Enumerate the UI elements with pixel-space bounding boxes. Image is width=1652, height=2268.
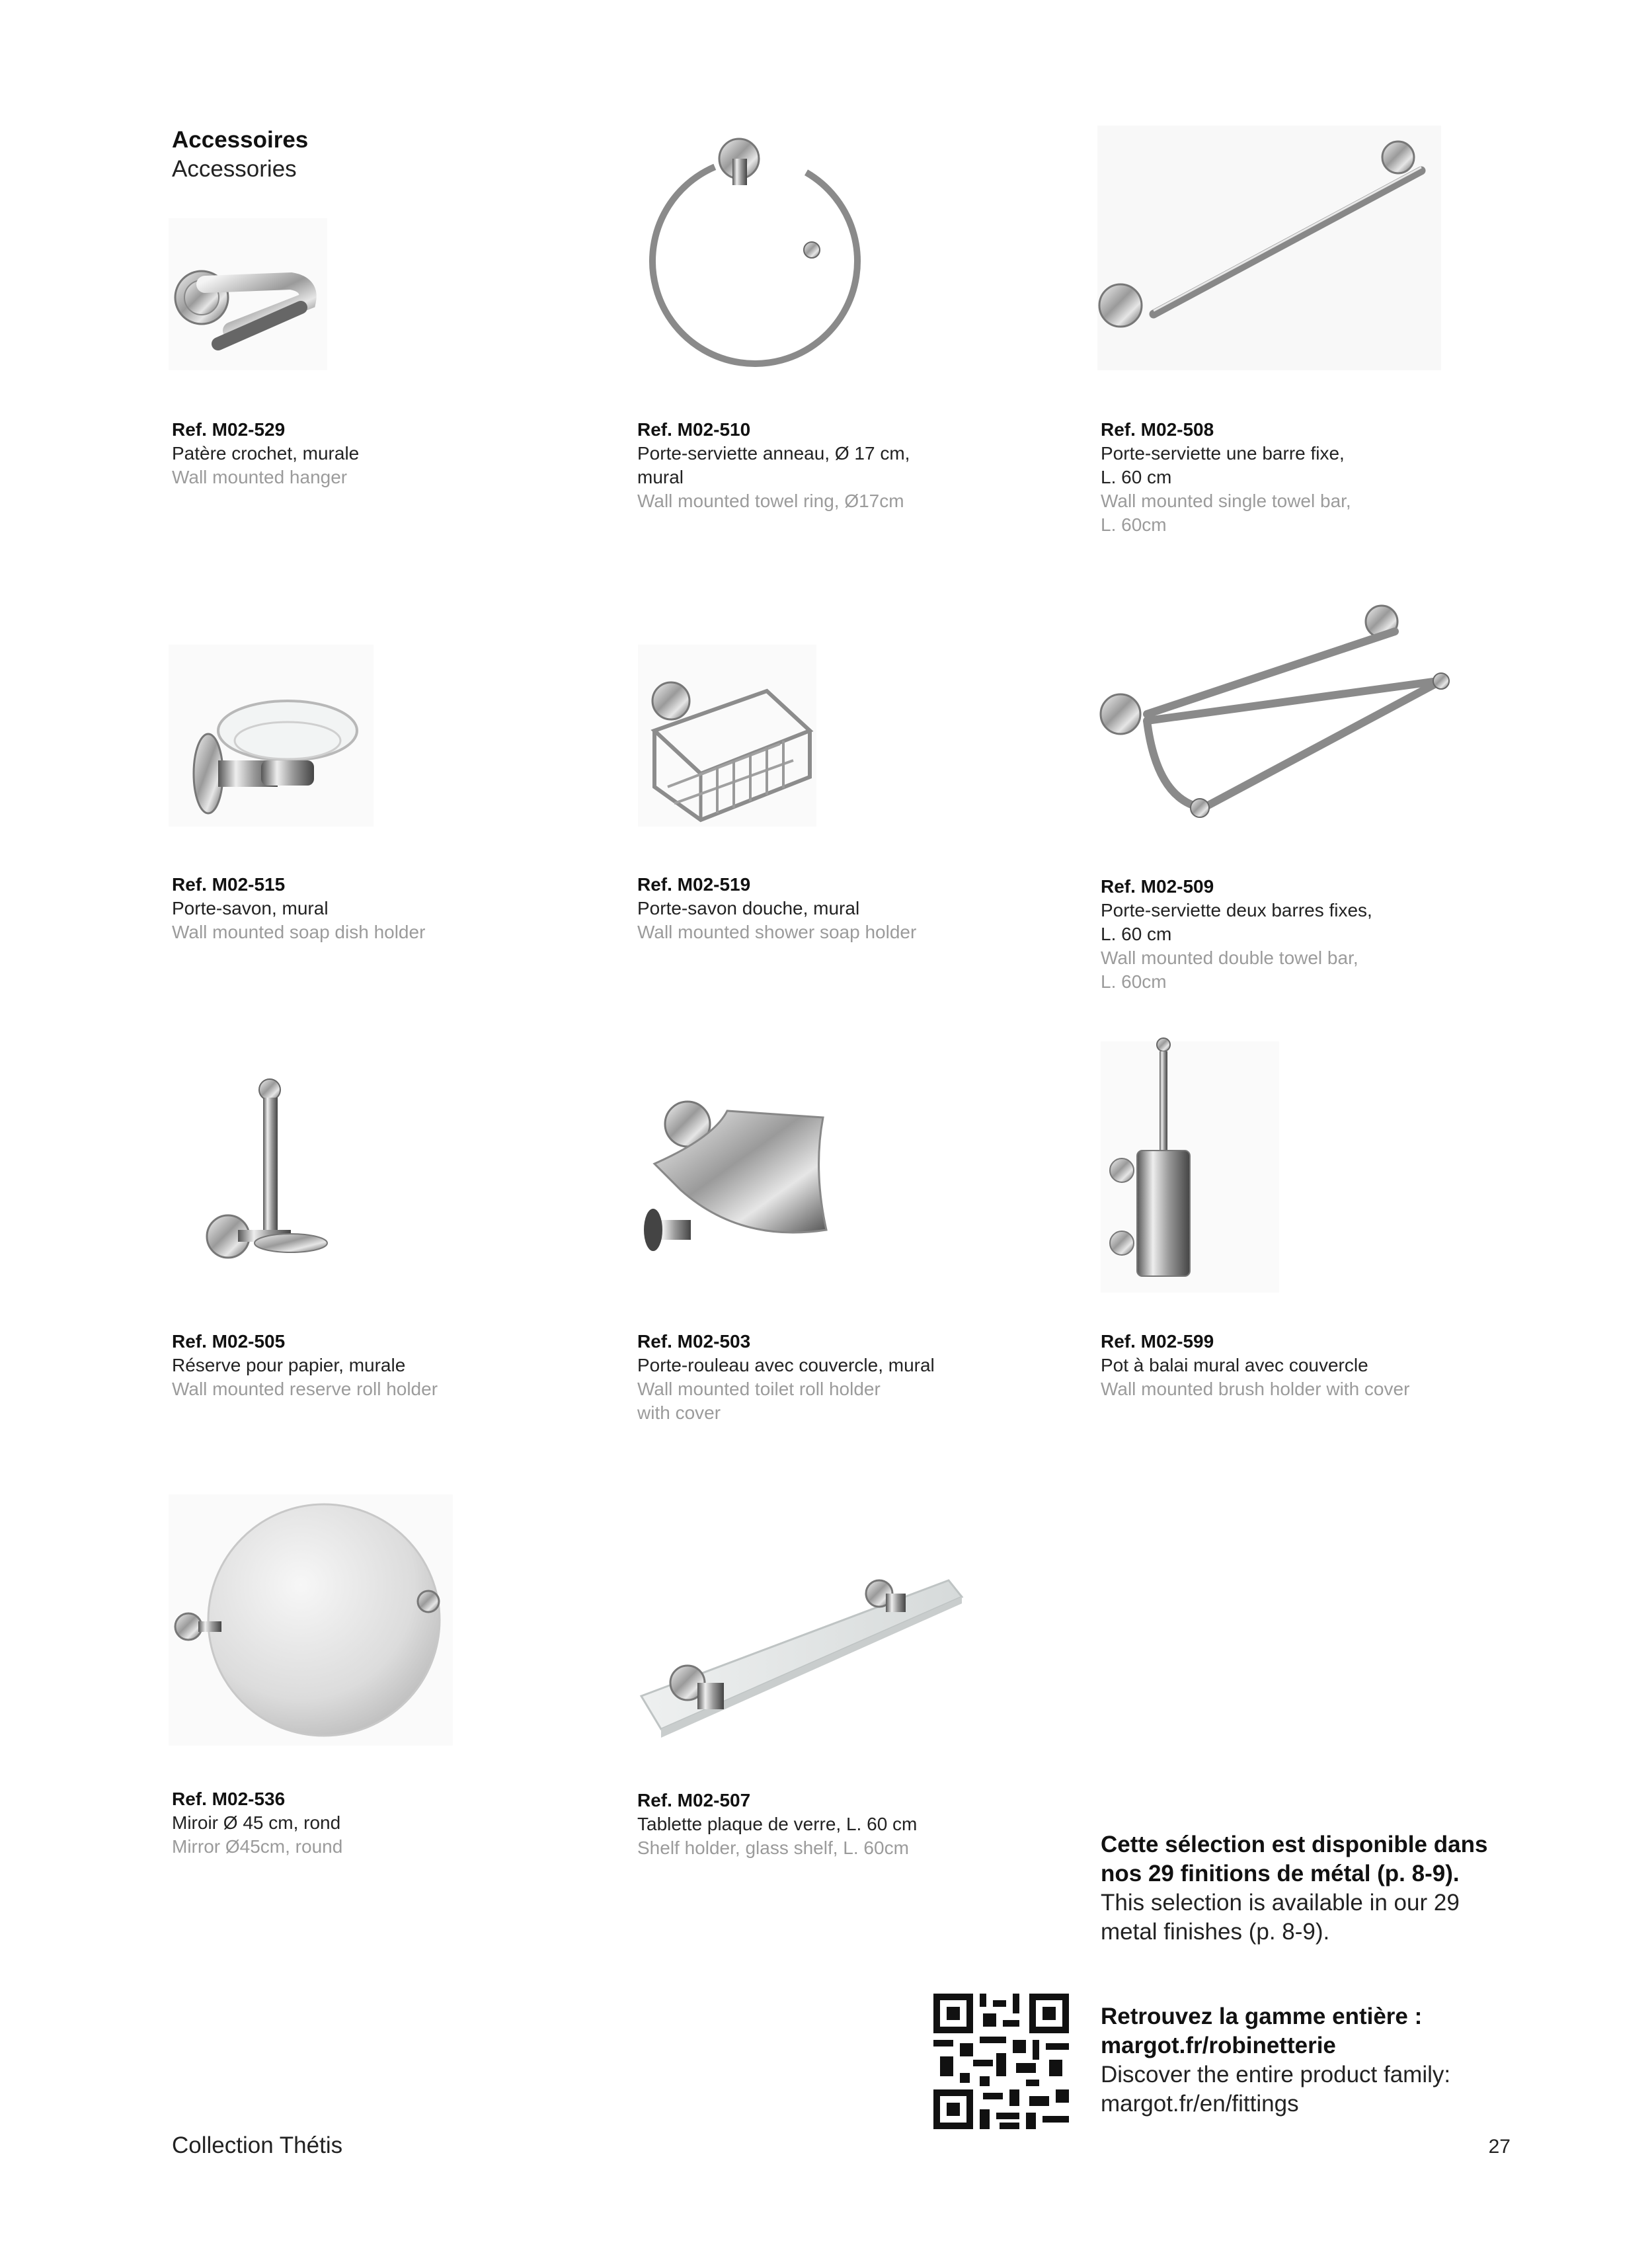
availability-fr-line: Cette sélection est disponible dans (1101, 1832, 1488, 1857)
range-fr-line: Retrouvez la gamme entière : (1101, 2004, 1423, 2029)
product-m02-503 (637, 1330, 1047, 1425)
single-towel-bar-icon (1097, 126, 1441, 370)
product-desc-fr: mural (637, 467, 684, 487)
double-towel-bar-icon (1101, 606, 1449, 817)
product-desc-en: Wall mounted double towel bar, (1101, 948, 1358, 968)
product-desc-fr: Porte-rouleau avec couvercle, mural (637, 1355, 935, 1375)
product-m02-529 (172, 418, 582, 489)
product-desc-en: Wall mounted single towel bar, (1101, 491, 1351, 511)
product-desc-en: with cover (637, 1402, 721, 1423)
section-title-fr: Accessoires (172, 127, 309, 153)
footer-collection: Collection Thétis (172, 2132, 343, 2158)
product-desc-fr: Tablette plaque de verre, L. 60 cm (637, 1814, 918, 1834)
product-desc-fr: Pot à balai mural avec couvercle (1101, 1355, 1368, 1375)
range-info (1101, 2002, 1616, 2119)
section-title-en: Accessories (172, 156, 297, 182)
soap-dish-icon (169, 645, 374, 827)
product-desc-en: Wall mounted brush holder with cover (1101, 1379, 1410, 1399)
availability-fr-line: nos 29 finitions de métal (p. 8-9). (1101, 1861, 1460, 1886)
towel-ring-icon (615, 121, 894, 401)
product-m02-509 (1101, 875, 1511, 994)
product-desc-en: Wall mounted towel ring, Ø17cm (637, 491, 904, 511)
product-desc-fr: Porte-serviette deux barres fixes, (1101, 900, 1372, 920)
product-desc-en: Wall mounted toilet roll holder (637, 1379, 881, 1399)
product-ref: Ref. M02-507 (637, 1790, 751, 1810)
hanger-icon (169, 218, 327, 370)
product-m02-515 (172, 873, 582, 944)
product-ref: Ref. M02-510 (637, 419, 751, 440)
product-desc-fr: Porte-serviette une barre fixe, (1101, 443, 1345, 464)
product-m02-507 (637, 1789, 1047, 1860)
product-m02-508 (1101, 418, 1511, 537)
product-desc-fr: L. 60 cm (1101, 467, 1172, 487)
qr-code-icon (933, 1994, 1069, 2129)
reserve-roll-holder-icon (207, 1079, 327, 1258)
product-ref: Ref. M02-536 (172, 1789, 286, 1809)
range-en-line: Discover the entire product family: (1101, 2062, 1451, 2087)
shower-soap-basket-icon (638, 645, 816, 827)
product-desc-fr: Miroir Ø 45 cm, rond (172, 1812, 341, 1833)
product-ref: Ref. M02-515 (172, 874, 286, 895)
product-desc-en: Wall mounted soap dish holder (172, 922, 426, 942)
toilet-roll-holder-icon (644, 1102, 826, 1251)
product-desc-fr: Porte-serviette anneau, Ø 17 cm, (637, 443, 910, 464)
product-m02-536 (172, 1787, 582, 1859)
availability-en-line: This selection is available in our 29 (1101, 1890, 1460, 1916)
glass-shelf-icon (641, 1580, 962, 1738)
product-desc-en: Wall mounted shower soap holder (637, 922, 917, 942)
product-desc-en: L. 60cm (1101, 514, 1167, 535)
product-m02-510 (637, 418, 1047, 513)
product-desc-en: Shelf holder, glass shelf, L. 60cm (637, 1838, 909, 1858)
product-desc-en: Mirror Ø45cm, round (172, 1836, 343, 1857)
product-ref: Ref. M02-529 (172, 419, 286, 440)
range-fr-link[interactable]: margot.fr/robinetterie (1101, 2033, 1336, 2058)
product-desc-fr: Réserve pour papier, murale (172, 1355, 406, 1375)
product-desc-fr: Porte-savon douche, mural (637, 898, 860, 918)
range-en-link[interactable]: margot.fr/en/fittings (1101, 2091, 1299, 2117)
product-desc-fr: Patère crochet, murale (172, 443, 360, 464)
product-m02-505 (172, 1330, 582, 1401)
brush-holder-icon (1101, 1038, 1279, 1293)
product-m02-599 (1101, 1330, 1511, 1401)
product-ref: Ref. M02-503 (637, 1331, 751, 1352)
product-m02-519 (637, 873, 1047, 944)
product-desc-en: Wall mounted reserve roll holder (172, 1379, 438, 1399)
product-ref: Ref. M02-508 (1101, 419, 1214, 440)
availability-note (1101, 1830, 1616, 1947)
product-desc-en: L. 60cm (1101, 971, 1167, 992)
product-ref: Ref. M02-505 (172, 1331, 286, 1352)
page-number: 27 (1488, 2136, 1511, 2158)
product-desc-en: Wall mounted hanger (172, 467, 348, 487)
product-desc-fr: L. 60 cm (1101, 924, 1172, 944)
product-ref: Ref. M02-599 (1101, 1331, 1214, 1352)
product-ref: Ref. M02-509 (1101, 876, 1214, 897)
availability-en-line: metal finishes (p. 8-9). (1101, 1919, 1330, 1945)
round-mirror-icon (169, 1494, 453, 1746)
product-ref: Ref. M02-519 (637, 874, 751, 895)
product-desc-fr: Porte-savon, mural (172, 898, 329, 918)
